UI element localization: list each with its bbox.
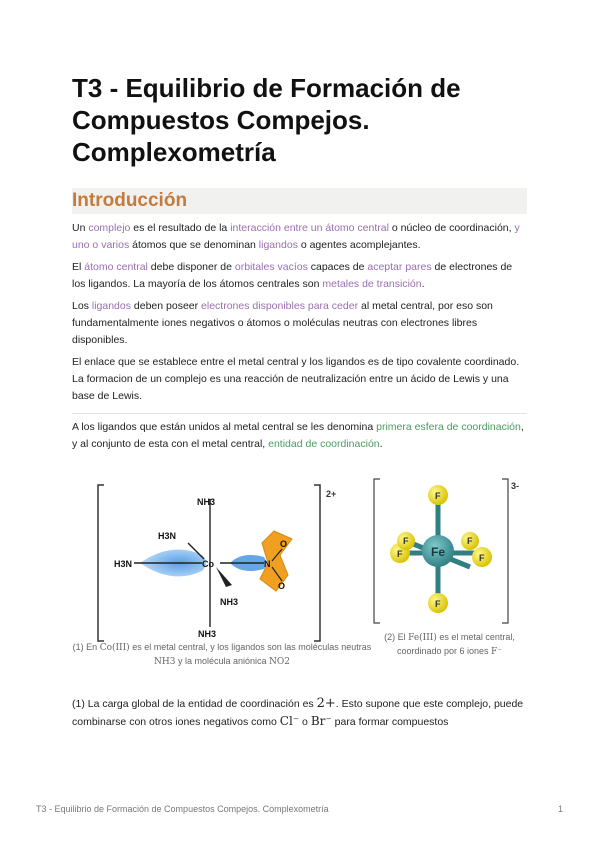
divider [72,413,527,414]
label-co: Co [202,559,214,569]
label-fe: Fe [431,545,446,559]
label-h3n-upper: H3N [158,531,177,541]
label-f-bottom: F [435,599,441,609]
right-bracket [502,479,508,623]
label-f-top: F [435,491,441,501]
figures-row [72,463,527,683]
highlight-term: ligandos [91,300,131,312]
complex-charge: 3- [511,481,520,491]
highlight-term: primera esfera de coordinación [376,421,521,433]
page-title [72,72,527,168]
section-header [72,188,527,214]
highlight-term: y uno o varios [72,222,520,251]
paragraph-atomo-central: El átomo central debe disponer de orbitales vacíos capaces de aceptar pares de electrones de los ligandos. La mayoría de los átomos centrales son metales de transición. [72,261,513,290]
label-left-h3n: H3N [114,559,133,569]
highlight-term: orbitales vacíos [234,261,308,273]
label-o-bottom: O [278,581,286,591]
right-bracket [314,485,320,641]
fef6-complex-figure [370,477,525,627]
highlight-term: ligandos [258,239,298,251]
left-bracket [374,479,380,623]
figure-1-caption: (1) En Co(III) es el metal central, y los ligandos son las moléculas neutras NH3 y la molécula aniónica NO2 [72,642,372,667]
paragraph-ligandos: Los ligandos deben poseer electrones disponibles para ceder al metal central, por eso son fundamentalmente iones negativos o átomos o moléculas neutras con electrones libres disponibles. [72,300,493,346]
cobalt-complex-figure [92,483,347,643]
paragraph-enlace: El enlace que se establece entre el metal central y los ligandos es de tipo covalente coordinado. La formacion de un complejo es una reacción de neutralización entre un ácido de Lewis y una base de Lewis. [72,356,520,402]
title-line-2: Compuestos Compejos. [72,105,370,135]
paragraph-complejo: Un complejo es el resultado de la interacción entre un átomo central o núcleo de coordinación, y uno o varios átomos que se denominan ligandos o agentes acomplejantes. [72,222,520,251]
paragraph-esfera: A los ligandos que están unidos al metal central se les denomina primera esfera de coordinación, y al conjunto de esta con el metal central, entidad de coordinación. [72,421,524,450]
highlight-term: interacción entre un átomo central [230,222,389,234]
highlight-term: electrones disponibles para ceder [201,300,359,312]
title-line-3: Complexometría [72,137,276,167]
label-f-back-left: F [403,536,409,546]
label-f-left: F [397,549,403,559]
highlight-term: entidad de coordinación [268,438,380,450]
label-top-nh3: NH3 [197,497,216,507]
page-footer [36,804,563,814]
label-n: N [264,559,271,569]
highlight-term: aceptar pares [367,261,432,273]
page-number: 1 [557,804,563,814]
complex-charge: 2+ [326,489,337,499]
wedge-bond-lower [216,567,232,587]
label-o-top: O [280,539,288,549]
label-f-right: F [479,553,485,563]
note-paragraph: (1) La carga global de la entidad de coordinación es 2+. Esto supone que este complejo, puede combinarse con otros iones negativos como Cl⁻ o Br⁻ para formar compuestos [72,696,524,728]
label-f-back-right: F [467,536,473,546]
figure-2-caption: (2) El Fe(III) es el metal central, coordinado por 6 iones F⁻ [384,632,515,657]
footer-title: T3 - Equilibrio de Formación de Compuestos Compejos. Complexometría [36,804,329,814]
left-bracket [98,485,104,641]
document-page [72,72,527,731]
title-line-1: T3 - Equilibrio de Formación de [72,73,461,103]
section-heading: Introducción [72,190,188,211]
highlight-term: complejo [88,222,131,234]
highlight-term: átomo central [84,261,148,273]
label-right-nh3: NH3 [220,597,239,607]
highlight-term: metales de transición [322,278,422,290]
label-bottom-nh3: NH3 [198,629,217,639]
